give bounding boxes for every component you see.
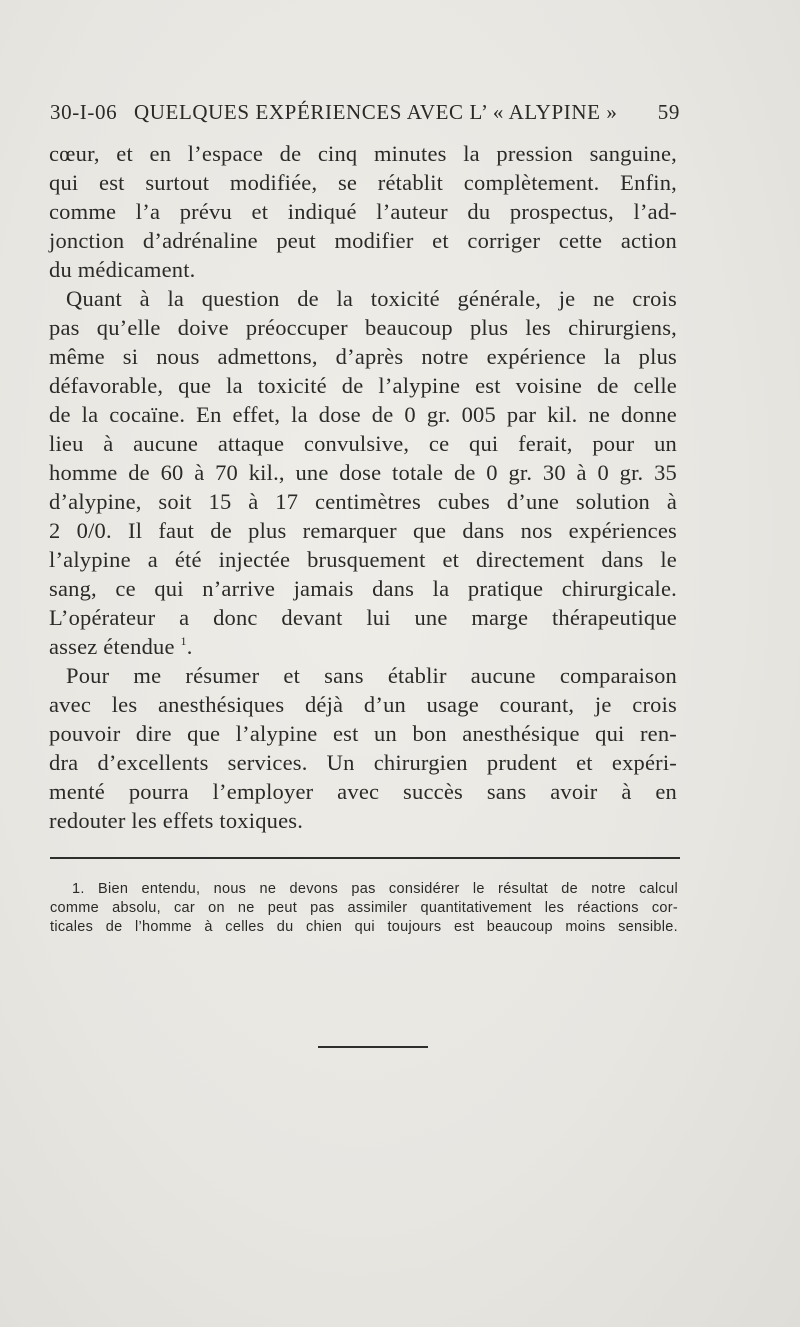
text-line: lieu à aucune attaque convulsive, ce qui ferait, pour un: [49, 431, 677, 456]
text-line-last: [49, 632, 677, 661]
text-line: L’opérateur a donc devant lui une marge thérapeutique: [49, 605, 677, 630]
text-line: même si nous admettons, d’après notre expérience la plus: [49, 344, 677, 369]
text-line: homme de 60 à 70 kil., une dose totale de 0 gr. 30 à 0 gr. 35: [49, 460, 677, 485]
paragraph-3: [49, 661, 677, 835]
text-line: l’alypine a été injectée brusquement et directement dans le: [49, 547, 677, 572]
text-line: pas qu’elle doive préoccuper beaucoup plus les chirurgiens,: [49, 315, 677, 340]
running-header: [50, 100, 680, 130]
footnote-line: 1. Bien entendu, nous ne devons pas considérer le résultat de notre calcul: [72, 881, 678, 897]
header-date: 30-I-06: [50, 100, 118, 124]
footnote-separator: [50, 857, 680, 859]
text-line: redouter les effets toxiques.: [49, 808, 304, 833]
text-line: qui est surtout modifiée, se rétablit complètement. Enfin,: [49, 170, 677, 195]
text-line: cœur, et en l’espace de cinq minutes la pression sanguine,: [49, 141, 677, 166]
text-line: sang, ce qui n’arrive jamais dans la pratique chirurgicale.: [49, 576, 677, 601]
footnote-line: ticales de l’homme à celles du chien qui toujours est beaucoup moins sensible.: [50, 919, 678, 935]
text-line: jonction d’adrénaline peut modifier et corriger cette action: [49, 228, 677, 253]
paragraph-2: [49, 284, 677, 661]
text-line: pouvoir dire que l’alypine est un bon anesthésique qui ren-: [49, 721, 677, 746]
text-line: dra d’excellents services. Un chirurgien prudent et expéri-: [49, 750, 677, 775]
body-text: [49, 139, 677, 835]
footnote: [50, 880, 678, 937]
paragraph-1: [49, 139, 677, 284]
header-title: QUELQUES EXPÉRIENCES AVEC L’ « ALYPINE »: [134, 100, 618, 124]
footnote-line: comme absolu, car on ne peut pas assimiler quantitativement les réactions cor-: [50, 900, 678, 916]
text-line: Pour me résumer et sans établir aucune comparaison: [66, 663, 677, 688]
text-line: avec les anesthésiques déjà d’un usage courant, je crois: [49, 692, 677, 717]
text-line: menté pourra l’employer avec succès sans avoir à en: [49, 779, 677, 804]
page-number: 59: [657, 100, 680, 124]
text-line: 2 0/0. Il faut de plus remarquer que dans nos expériences: [49, 518, 677, 543]
text-line: comme l’a prévu et indiqué l’auteur du prospectus, l’ad-: [49, 199, 677, 224]
text-line: du médicament.: [49, 257, 196, 282]
text-fragment: .: [186, 634, 193, 659]
text-line: Quant à la question de la toxicité générale, je ne crois: [66, 286, 677, 311]
text-line: de la cocaïne. En effet, la dose de 0 gr. 005 par kil. ne donne: [49, 402, 677, 427]
text-line: défavorable, que la toxicité de l’alypine est voisine de celle: [49, 373, 677, 398]
text-fragment: assez étendue: [49, 634, 175, 659]
footnote-reference[interactable]: 1: [180, 634, 187, 648]
text-line: d’alypine, soit 15 à 17 centimètres cubes d’une solution à: [49, 489, 677, 514]
end-rule: [318, 1046, 428, 1048]
